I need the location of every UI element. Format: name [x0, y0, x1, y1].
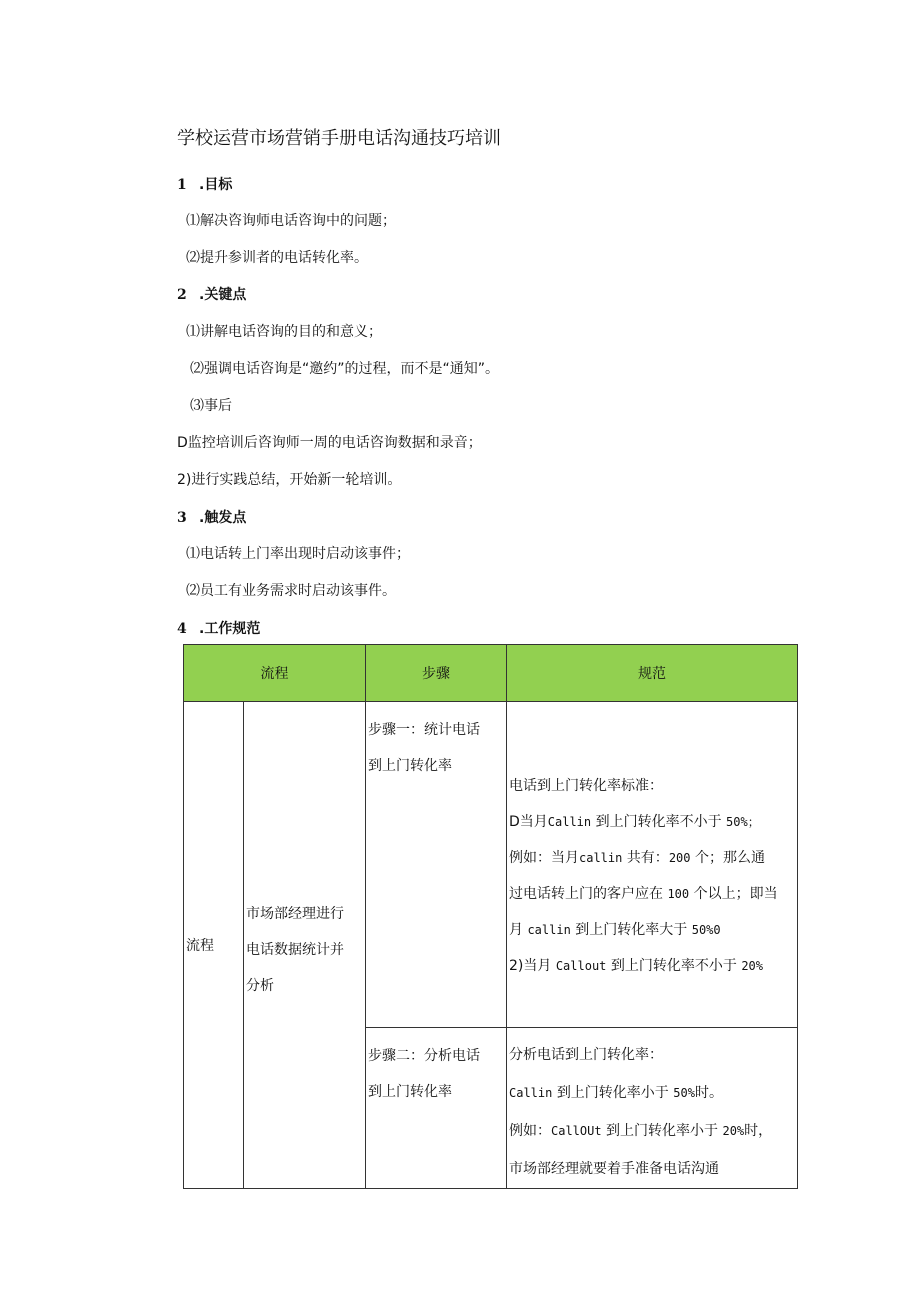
- keypoint-item: ⑴讲解电话咨询的目的和意义；: [186, 324, 382, 340]
- step-line: 步骤一：统计电话: [368, 722, 480, 738]
- section-number: 4: [177, 621, 187, 637]
- spec-line: 分析电话到上门转化率：: [509, 1047, 663, 1063]
- spec-line: 市场部经理就要着手准备电话沟通: [509, 1161, 719, 1177]
- step-cell: [366, 702, 507, 1028]
- trigger-item: ⑵员工有业务需求时启动该事件。: [186, 583, 396, 599]
- spec-line: 电话到上门转化率标准：: [509, 778, 663, 794]
- flow-cell: [184, 702, 244, 1189]
- step-line: 到上门转化率: [368, 758, 452, 774]
- section-label: .工作规范: [199, 621, 261, 637]
- keypoint-subitem: 2)进行实践总结，开始新一轮培训。: [177, 472, 402, 488]
- step-line: 到上门转化率: [368, 1084, 452, 1100]
- table-row: [184, 702, 798, 1028]
- step-cell: [366, 1028, 507, 1189]
- spec-line: 月 callin 到上门转化率大于 50%0: [509, 922, 721, 938]
- task-line: 电话数据统计并: [246, 942, 344, 958]
- task-line: 分析: [246, 978, 274, 994]
- task-cell: [244, 702, 366, 1189]
- keypoint-item: ⑵强调电话咨询是“邀约”的过程，而不是“通知”。: [190, 361, 500, 377]
- goal-item: ⑴解决咨询师电话咨询中的问题；: [186, 213, 396, 229]
- goal-item: ⑵提升参训者的电话转化率。: [186, 250, 368, 266]
- spec-cell: [507, 702, 798, 1028]
- section-label: .触发点: [199, 510, 247, 526]
- flow-label: 流程: [186, 938, 214, 954]
- section-label: .目标: [199, 177, 233, 193]
- section-1-heading: [177, 174, 232, 194]
- keypoint-subitem: D监控培训后咨询师一周的电话咨询数据和录音；: [177, 435, 482, 451]
- header-flow: 流程: [184, 645, 366, 702]
- table-header-row: [184, 645, 798, 702]
- header-step: 步骤: [366, 645, 507, 702]
- spec-line: 过电话转上门的客户应在 100 个以上；即当: [509, 886, 778, 902]
- step-line: 步骤二：分析电话: [368, 1048, 480, 1064]
- trigger-item: ⑴电话转上门率出现时启动该事件；: [186, 546, 410, 562]
- section-number: 2: [177, 287, 187, 303]
- header-spec: 规范: [507, 645, 798, 702]
- section-2-heading: [177, 284, 246, 304]
- spec-cell: [507, 1028, 798, 1189]
- section-number: 3: [177, 510, 187, 526]
- spec-line: 例如：当月callin 共有：200 个；那么通: [509, 850, 765, 866]
- page-title: 学校运营市场营销手册电话沟通技巧培训: [177, 128, 501, 149]
- spec-line: Callin 到上门转化率小于 50%时。: [509, 1085, 723, 1101]
- task-line: 市场部经理进行: [246, 906, 344, 922]
- section-3-heading: [177, 507, 246, 527]
- spec-line: 例如：CallOUt 到上门转化率小于 20%时，: [509, 1123, 773, 1139]
- spec-line: 2)当月 Callout 到上门转化率不小于 20%: [509, 958, 763, 974]
- spec-line: D当月Callin 到上门转化率不小于 50%；: [509, 814, 760, 830]
- work-spec-table: [183, 644, 798, 1189]
- section-4-heading: [177, 618, 260, 638]
- section-label: .关键点: [199, 287, 247, 303]
- keypoint-item: ⑶事后: [190, 398, 232, 414]
- section-number: 1: [177, 177, 187, 193]
